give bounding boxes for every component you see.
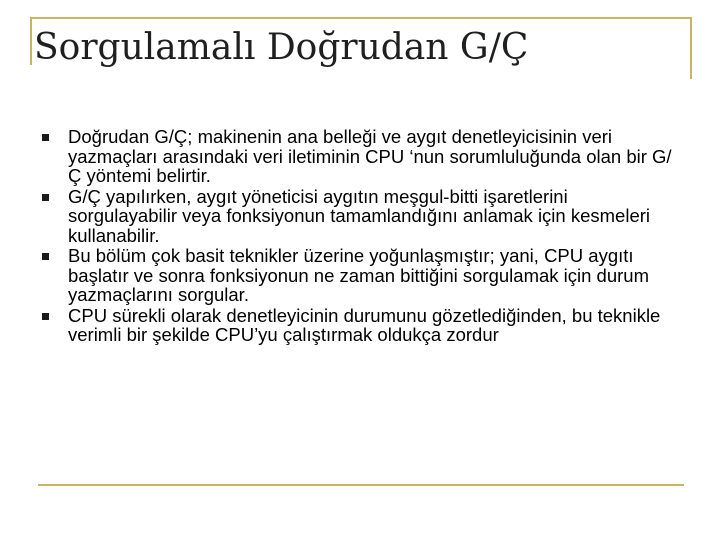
square-bullet-icon (42, 313, 49, 320)
bullet-text: Doğrudan G/Ç; makinenin ana belleği ve aygıt denetleyicisinin veri yazmaçları arasındaki veri iletiminin CPU ‘nun sorumluluğunda olan bir G/Ç yöntemi belirtir. (68, 126, 672, 186)
left-rule-line (30, 17, 32, 65)
bullet-list (40, 127, 680, 346)
bullet-item (40, 246, 680, 305)
top-rule-line (30, 17, 692, 19)
square-bullet-icon (42, 253, 49, 260)
bullet-item (40, 127, 680, 186)
bullet-text: G/Ç yapılırken, aygıt yöneticisi aygıtın meşgul-bitti işaretlerini sorgulayabilir veya fonksiyonun tamamlandığını anlamak için kesmeleri kullanabilir. (68, 185, 651, 246)
square-bullet-icon (42, 194, 49, 201)
slide-title: Sorgulamalı Doğrudan G/Ç (34, 27, 529, 68)
bottom-rule-line (38, 484, 684, 486)
bullet-item (40, 306, 680, 345)
square-bullet-icon (42, 134, 49, 141)
bullet-item (40, 187, 680, 246)
bullet-text: Bu bölüm çok basit teknikler üzerine yoğunlaşmıştır; yani, CPU aygıtı başlatır ve sonra fonksiyonun ne zaman bittiğini sorgulamak için durum yazmaçlarını sorgular. (68, 245, 649, 305)
bullet-text: CPU sürekli olarak denetleyicinin durumunu gözetlediğinden, bu teknikle verimli bir şekilde CPU’yu çalıştırmak oldukça zordur (68, 304, 661, 345)
right-rule-line (690, 17, 692, 79)
